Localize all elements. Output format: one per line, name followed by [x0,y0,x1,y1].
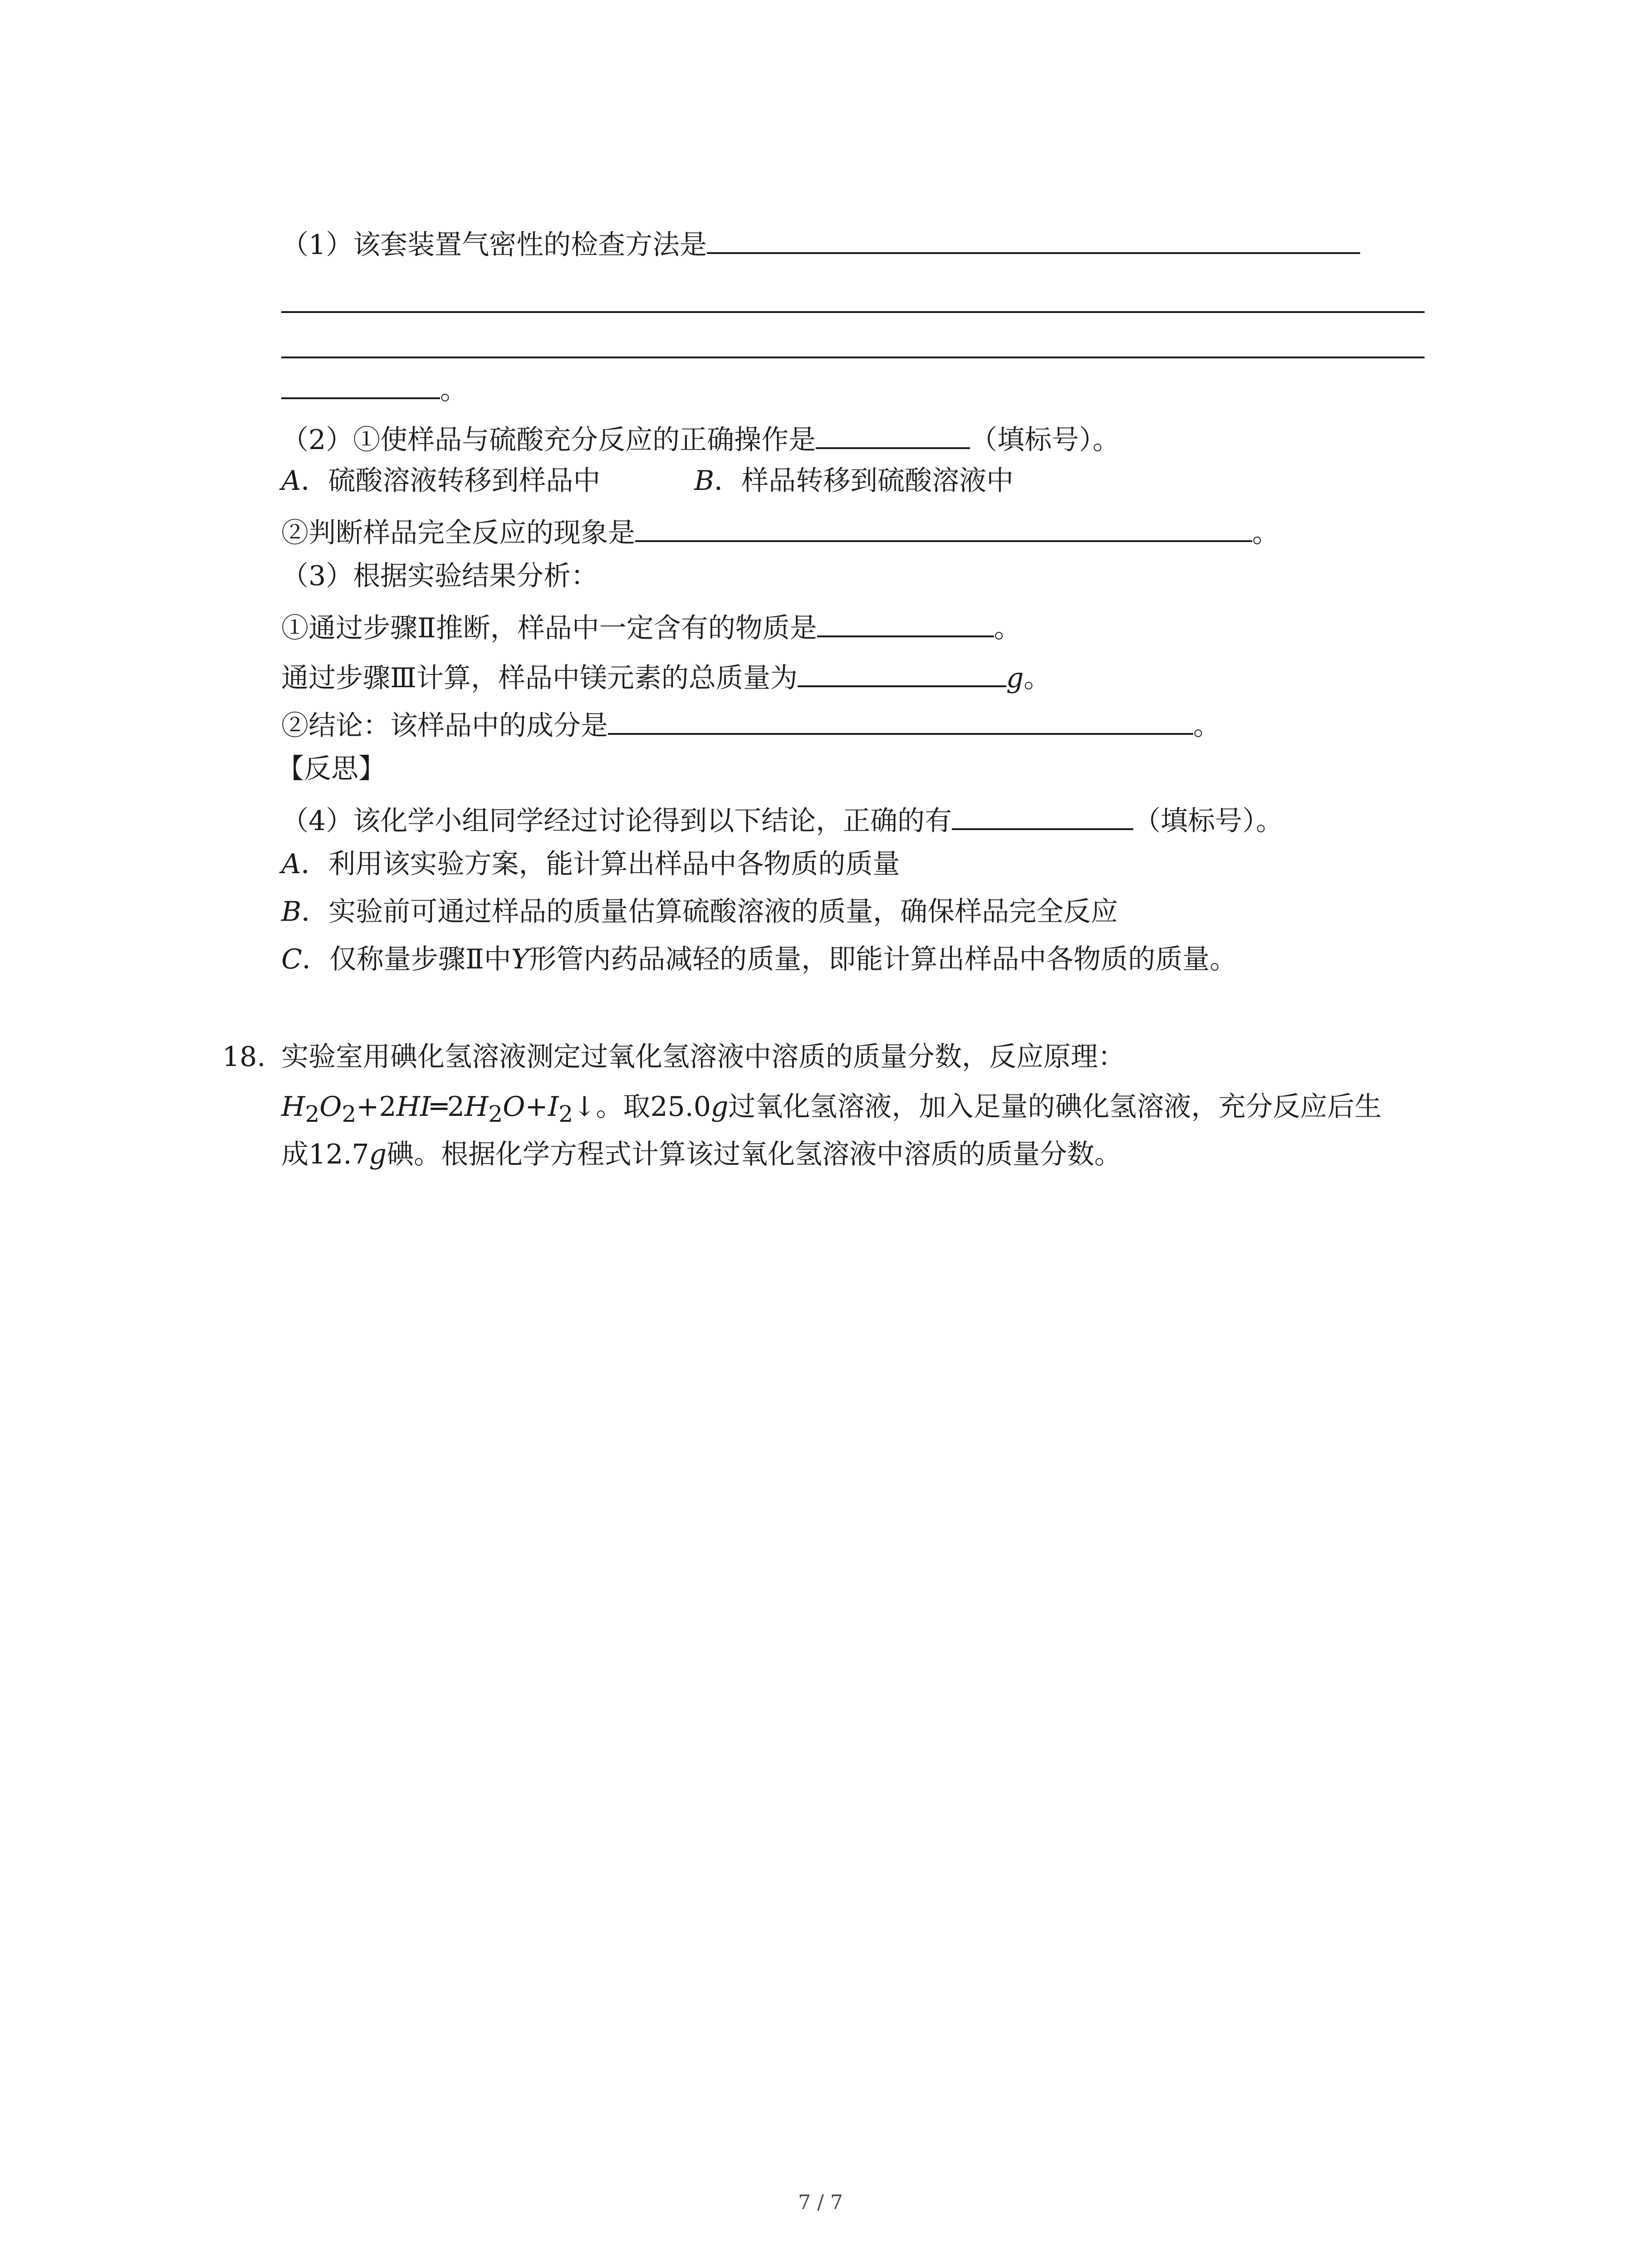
eq-sub: 2 [488,1101,503,1127]
q18-line2 [281,1093,1381,1125]
answer-blank-3c[interactable] [608,708,1193,735]
answer-blank-2b[interactable] [635,515,1252,542]
option-text: ．利用该实验方案，能计算出样品中各物质的质量 [301,848,900,880]
q17-part3-heading: （3）根据实验结果分析： [281,560,598,592]
eq-h: H [464,1091,489,1123]
q17-part1-final [281,372,467,404]
unit-g: g [369,1139,387,1170]
option-letter: C [281,943,302,975]
q17-part3-sub2-label: ②结论：该样品中的成分是 [281,710,608,742]
q18-text: 成12.7 [281,1139,369,1170]
q17-part1-label: （1）该套装置气密性的检查方法是 [281,229,707,261]
eq-o: O [503,1091,525,1123]
q17-part2-option-b [694,465,1014,497]
q17-part4-option-b [281,896,1118,928]
q18-text: 。取25.0 [596,1091,711,1123]
fill-hint: （填标号）。 [970,424,1120,456]
period: 。 [994,612,1021,644]
option-text: ．硫酸溶液转移到样品中 [301,465,601,497]
option-letter: A [281,848,301,880]
q17-part2-option-a [281,465,601,497]
period: 。 [1193,710,1220,742]
answer-blank-2[interactable] [816,422,970,449]
chemical-equation [281,1091,596,1127]
q17-part4-option-c [281,943,1237,975]
q17-part4-label: （4）该化学小组同学经过讨论得到以下结论，正确的有 [281,805,952,837]
precipitate-arrow: ↓ [573,1091,596,1123]
q18-text: 碘。根据化学方程式计算该过氧化氢溶液中溶质的质量分数。 [387,1139,1122,1170]
answer-blank-1a[interactable] [707,227,1360,254]
page-number: 7 / 7 [798,2191,843,2214]
option-letter: A [281,465,301,497]
option-letter: B [694,465,715,497]
period: 。 [440,374,467,406]
option-text: ．样品转移到硫酸溶液中 [714,465,1014,497]
fill-hint: （填标号）。 [1133,805,1283,837]
q17-part3-sub1-label: ①通过步骤Ⅱ推断，样品中一定含有的物质是 [281,612,817,644]
eq-hi: HI [396,1091,431,1123]
answer-blank-4[interactable] [952,803,1133,830]
eq-sub: 2 [558,1101,573,1127]
q17-part3-sub2 [281,708,1220,742]
answer-blank-1d[interactable] [281,372,440,399]
q17-part2-prompt [281,422,1120,454]
period: 。 [1024,662,1051,694]
q18-line1: 实验室用碘化氢溶液测定过氧化氢溶液中溶质的质量分数，反应原理： [281,1041,1125,1073]
q17-part4-option-a [281,850,900,878]
answer-line-1c[interactable] [281,357,1425,358]
unit-g: g [710,1091,729,1123]
answer-line-1b[interactable] [281,311,1425,313]
q17-part1-prompt [281,227,1360,259]
q17-part3-calc-label: 通过步骤Ⅲ计算，样品中镁元素的总质量为 [281,662,798,694]
q17-part3-calc [281,660,1051,692]
option-text: 形管内药品减轻的质量，即能计算出样品中各物质的质量。 [529,943,1237,975]
eq-i: I [548,1091,559,1123]
option-text: ．实验前可通过样品的质量估算硫酸溶液的质量，确保样品完全反应 [301,896,1118,928]
reflection-heading: 【反思】 [277,753,386,785]
eq-plus: + [525,1091,548,1123]
q17-part3-sub1 [281,610,1021,642]
q17-part2-sub2-label: ②判断样品完全反应的现象是 [281,517,635,549]
question-number-18: 18. [222,1041,266,1073]
eq-o: O [319,1091,342,1123]
eq-sub: 2 [305,1101,320,1127]
q18-line3 [281,1141,1122,1168]
period: 。 [1252,517,1279,549]
answer-blank-3a[interactable] [817,610,994,637]
q18-text: 过氧化氢溶液，加入足量的碘化氢溶液，充分反应后生 [728,1091,1382,1123]
y-tube-letter: Y [511,943,529,975]
answer-blank-3b[interactable] [798,660,1006,687]
eq-equals: ═2 [431,1091,465,1123]
eq-plus: +2 [356,1091,397,1123]
option-text: ．仅称量步骤Ⅱ中 [302,943,511,975]
unit-g: g [1006,662,1024,694]
eq-sub: 2 [342,1101,357,1127]
option-letter: B [281,896,302,928]
q17-part2-label: （2）①使样品与硫酸充分反应的正确操作是 [281,424,816,456]
eq-h: H [281,1091,305,1123]
q17-part4-prompt [281,803,1283,835]
q17-part2-sub2 [281,515,1279,547]
